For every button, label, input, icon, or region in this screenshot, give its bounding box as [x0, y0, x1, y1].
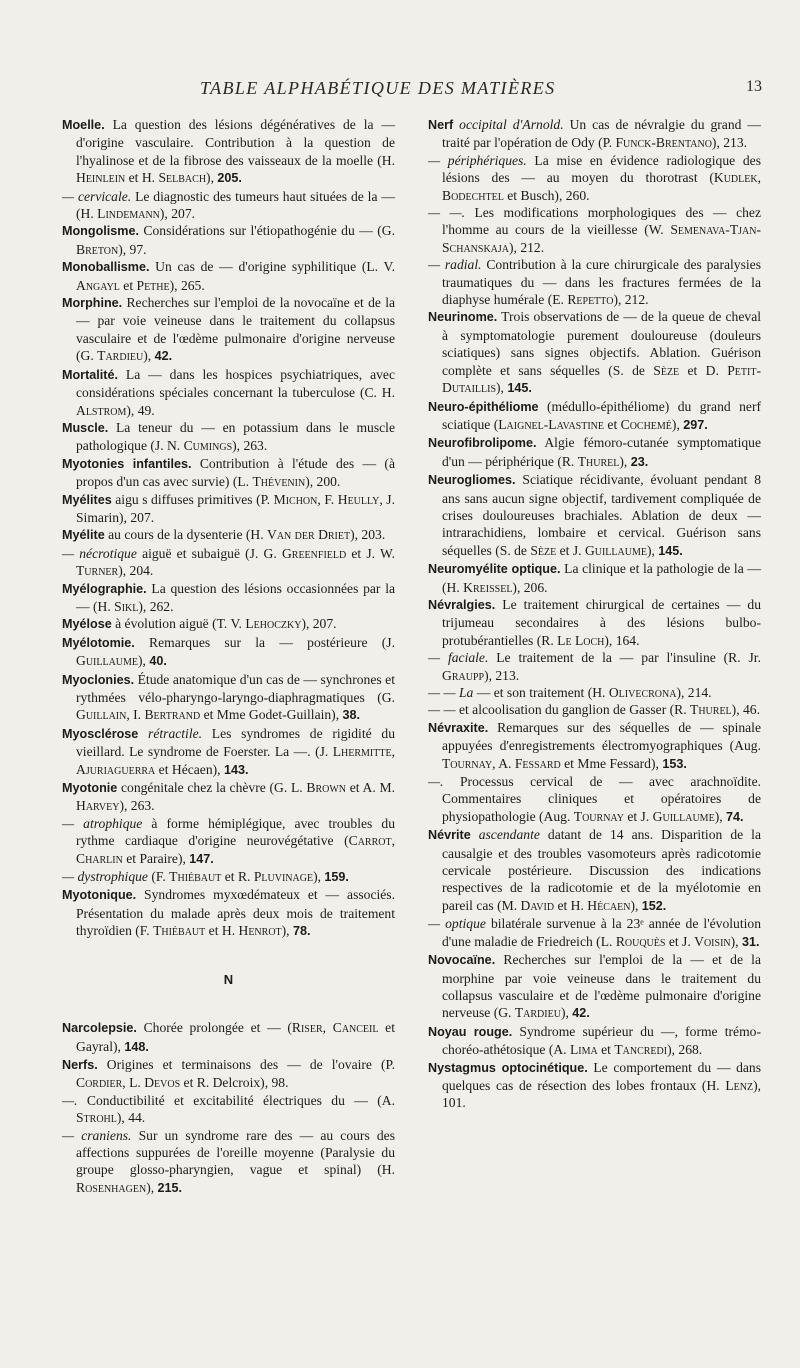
entry-author: Le Loch [557, 632, 605, 648]
entry-text: Recherches sur l'emploi de la — et de la morphine par voie veineuse dans le traitement du collapsus vasculaire et de l'œdème pulmonaire d'origine nerveuse (G. [442, 952, 761, 1021]
entry-text: , F. [317, 491, 338, 507]
entry-headword: Neurofibrolipome. [428, 436, 537, 451]
entry-headword: Myélose [62, 617, 112, 632]
entry-text: ), 263. [119, 798, 155, 814]
entry-text: ), 164. [604, 632, 640, 648]
entry-headword: Nerf [428, 118, 454, 132]
entry-author: Guillaume [76, 653, 139, 669]
entry-subheading: occipital d'Arnold. [453, 117, 564, 132]
entry-author: Bodechtel [442, 187, 504, 203]
index-entry [428, 471, 761, 560]
index-entry [62, 526, 395, 544]
entry-headword: Myotonie [62, 781, 118, 796]
entry-author: Lindemann [97, 206, 160, 222]
entry-headword: Myélographie. [62, 581, 147, 596]
entry-text: (F. [147, 869, 170, 885]
entry-author: Brown [306, 780, 347, 796]
entry-author: Guillaume [584, 542, 647, 558]
entry-page-ref: 215. [157, 1180, 183, 1195]
entry-author: Heinlein [76, 170, 126, 186]
entry-headword: Neurinome. [428, 310, 498, 325]
entry-text: ), 212. [509, 239, 545, 255]
page-number: 13 [746, 78, 762, 95]
index-entry [428, 915, 761, 951]
entry-text: La mise en évidence radiologique des lésions des — au moyen du thorotrast ( [442, 152, 761, 186]
index-entry [428, 826, 761, 915]
entry-text: Sur un syndrome rare des — au cours des affections suppurées de l'oreille moyenne (Paralysie du groupe glosso-pharyngien, vague et spinal) (H. [76, 1127, 396, 1178]
index-entry [428, 116, 761, 152]
entry-headword: Névrite [428, 828, 471, 843]
entry-text: et Mme Fessard), [560, 755, 663, 771]
entry-text: Trois observations de — de la queue de cheval à symptomatologie purement douloureuse (douleurs sciatiques) sans signes objectifs. Ablation. Guérison complète et sans séquelles (S. de [442, 309, 761, 378]
index-entry [62, 868, 395, 886]
entry-text: ), 212. [613, 292, 649, 308]
right-column [428, 116, 761, 1112]
entry-subheading: — — La [428, 685, 474, 700]
entry-text: Un cas de névralgie du grand — traité par l'opération de Ody (P. [442, 117, 761, 151]
entry-headword: Myotonique. [62, 888, 137, 903]
entry-subheading: — dystrophique [62, 869, 148, 885]
index-entry [62, 634, 395, 671]
entry-author: Laignel-Lavastine [498, 416, 605, 432]
entry-author: Charlin [76, 850, 123, 866]
entry-text: Le comportement du — dans quelques cas de résection des lobes frontaux (H. [442, 1059, 761, 1093]
entry-author: Lenz [725, 1077, 754, 1093]
entry-author: Pluvinage [253, 869, 314, 885]
entry-text: Considérations sur l'étiopathogénie du — (G. [138, 223, 395, 239]
entry-text: au cours de la dysenterie (H. [104, 527, 268, 543]
entry-text: et [119, 277, 137, 293]
entry-text: ), 44. [116, 1110, 146, 1126]
entry-subheading: — cervicale. [62, 188, 132, 204]
index-entry [62, 725, 395, 779]
entry-text: et H. [554, 897, 588, 913]
entry-author: Henrot [238, 923, 282, 939]
entry-author: Thévenin [252, 474, 306, 490]
entry-text: et Busch), 260. [503, 187, 590, 203]
entry-author: Lima [569, 1042, 598, 1058]
entry-text: , A. [492, 755, 515, 771]
index-entry [62, 671, 395, 725]
entry-author: Thurel [577, 453, 620, 469]
entry-text: aiguë et subaiguë (J. G. [136, 545, 282, 561]
entry-subheading: — optique [428, 916, 486, 932]
entry-author: Repetto [567, 292, 614, 308]
entry-text: ), 204. [118, 563, 154, 579]
index-entry [62, 1019, 395, 1056]
entry-author: Kreissel [463, 579, 513, 595]
entry-text: , [391, 833, 395, 849]
entry-text: Les modifications morphologiques des — chez l'homme au cours de la vieillesse (W. [442, 205, 761, 238]
entry-headword: Morphine. [62, 296, 123, 311]
entry-author: Tancredi [614, 1042, 668, 1058]
entry-author: Rosenhagen [76, 1179, 147, 1195]
entry-text: et Gayral), [76, 1020, 395, 1054]
left-column [62, 116, 395, 1197]
index-entry [62, 886, 395, 940]
entry-text: ), 206. [512, 579, 548, 595]
entry-page-ref: 40. [149, 654, 167, 669]
entry-author: Guillain [76, 707, 127, 723]
entry-text: ), 203. [350, 527, 386, 543]
index-entry [62, 294, 395, 366]
index-entry [62, 580, 395, 616]
entry-page-ref: 145. [507, 381, 532, 396]
entry-author: Graupp [442, 667, 485, 683]
entry-author: Angayl [76, 277, 120, 293]
right-entries [428, 116, 761, 1112]
entry-author: Sèze [530, 542, 557, 558]
entry-author: Heully [337, 491, 380, 507]
entry-headword: Neuromyélite optique. [428, 562, 561, 577]
entry-text: ), 101. [442, 1077, 761, 1111]
entry-text: et J. [556, 542, 585, 558]
entry-text: Chorée prolongée et — ( [136, 1020, 292, 1036]
index-entry [62, 455, 395, 491]
entry-page-ref: 23. [630, 454, 649, 469]
entry-text: ), [730, 933, 742, 949]
index-entry [428, 308, 761, 397]
entry-headword: Myélites [62, 492, 112, 507]
entry-author: Thiébaut [153, 923, 206, 939]
entry-author: Tournay [573, 808, 624, 824]
entry-page-ref: 74. [726, 809, 744, 824]
entry-subheading: —. [62, 1092, 78, 1108]
entry-page-ref: 78. [292, 924, 311, 939]
index-entry [428, 649, 761, 684]
entry-author: Thurel [690, 702, 732, 718]
entry-text: ), 262. [138, 598, 174, 614]
entry-author: Tournay [442, 755, 493, 771]
index-entry [62, 615, 395, 633]
entry-text: et [604, 416, 621, 432]
entry-headword: Mortalité. [62, 367, 118, 382]
index-entry [428, 596, 761, 649]
entry-author: Riser [291, 1020, 323, 1036]
entry-author: Van der Driet [267, 527, 351, 543]
entry-headword: Myosclérose [62, 726, 139, 741]
entry-page-ref: 159. [324, 870, 349, 885]
index-entry [62, 366, 395, 419]
entry-author: Michon [273, 491, 318, 507]
entry-text: , I. [126, 707, 145, 723]
entry-text: Processus cervical de — avec arachnoïdite. Commentaires cliniques et opératoires de physiopathologie (Aug. [442, 774, 761, 824]
entry-text: ), 97. [118, 241, 147, 257]
entry-headword: Neurogliomes. [428, 473, 516, 488]
entry-author: Harvey [76, 798, 120, 814]
entry-text: Sciatique récidivante, évoluant pendant 8 ans sans aucun signe objectif, tardivement compliquée de crises douloureuses brachiales. Ablation de deux — intrarachidiens, lombaire et cervical. Guérison sans séquelles (S. de [442, 472, 761, 558]
entry-text: , [322, 1020, 333, 1036]
entry-text: ), 214. [676, 685, 712, 700]
entry-author: Guillaume [652, 808, 715, 824]
entry-text: ), 268. [667, 1042, 703, 1058]
index-entry [428, 560, 761, 596]
entry-text: et A. M. [346, 780, 395, 796]
entry-author: Carrot [348, 833, 392, 849]
entry-text: et Paraire), [122, 850, 190, 866]
entry-text: Un cas de — d'origine syphilitique (L. V. [149, 259, 395, 275]
left-entries-m [62, 116, 395, 941]
entry-headword: Myélite [62, 528, 105, 543]
entry-text: ), 207. [301, 616, 337, 632]
entry-text: ), [138, 653, 150, 669]
entry-author: Sikl [114, 598, 139, 614]
entry-text: ), [714, 808, 727, 824]
entry-headword: Monoballisme. [62, 260, 150, 275]
entry-page-ref: 152. [641, 898, 667, 913]
entry-page-ref: 145. [658, 543, 683, 558]
entry-text: ), 263. [232, 438, 268, 454]
entry-author: Tardieu [514, 1005, 561, 1021]
entry-author: Selbach [158, 170, 207, 186]
entry-author: Alstrom [76, 402, 127, 418]
entry-author: Strohl [76, 1110, 117, 1126]
entry-text: ), [671, 416, 684, 432]
entry-author: Cordier [76, 1075, 123, 1091]
entry-author: Devos [144, 1075, 181, 1091]
entry-page-ref: 153. [662, 756, 687, 771]
entry-author: Turner [76, 563, 119, 579]
index-entry [428, 152, 761, 204]
entry-headword: Névralgies. [428, 597, 496, 612]
index-entry [62, 188, 395, 223]
entry-subheading: rétractile. [138, 725, 203, 741]
entry-text: , [391, 744, 395, 760]
entry-text: ), 49. [126, 402, 155, 418]
index-entry [428, 951, 761, 1023]
entry-text: aigu s diffuses primitives (P. [111, 491, 274, 507]
entry-text: La teneur du — en potassium dans le muscle pathologique (J. N. [76, 419, 395, 454]
entry-text: ), 207. [159, 206, 196, 222]
entry-headword: Nerfs. [62, 1057, 98, 1072]
entry-text: La question des lésions occasionnées par la — (H. [76, 580, 395, 614]
entry-text: et H. [205, 923, 239, 939]
left-entries-n [62, 1019, 395, 1197]
entry-author: Kudlek [713, 170, 758, 186]
index-entry [62, 1056, 395, 1092]
entry-text: et D. [679, 362, 728, 378]
entry-text: et Hécaen), [155, 761, 224, 777]
entry-text: Recherches sur l'emploi de la novocaïne et de la — par voie veineuse dans le traitement du collapsus vasculaire et de l'œdème pulmonaire d'origine nerveuse (G. [76, 295, 395, 364]
index-entry [428, 719, 761, 773]
index-entry [428, 204, 761, 256]
entry-headword: Noyau rouge. [428, 1024, 513, 1039]
entry-author: Hécaen [587, 897, 631, 913]
entry-author: Lhermitte [332, 744, 392, 760]
entry-text: Le diagnostic des tumeurs haut situées de la — (H. [76, 188, 395, 222]
entry-text: — et son traitement (H. [473, 685, 609, 700]
entry-subheading: — nécrotique [62, 545, 137, 561]
index-entry [62, 491, 395, 527]
entry-text: La — dans les hospices psychiatriques, avec considérations spéciales concernant la tuberculose (C. H. [76, 366, 395, 401]
index-entry [62, 222, 395, 258]
entry-page-ref: 42. [572, 1006, 590, 1021]
entry-headword: Neuro-épithéliome [428, 399, 539, 414]
entry-text: et [597, 1042, 615, 1058]
entry-headword: Myélotomie. [62, 635, 135, 650]
entry-text: et alcoolisation du ganglion de Gasser (R. [455, 702, 691, 718]
entry-text: congénitale chez la chèvre (G. L. [117, 780, 307, 796]
entry-subheading: — périphériques. [428, 152, 527, 168]
entry-page-ref: 143. [223, 762, 249, 777]
entry-text: ), [630, 897, 642, 913]
entry-text: ), 213. [484, 667, 520, 683]
index-entry [62, 258, 395, 294]
entry-headword: Novocaïne. [428, 953, 496, 968]
entry-text: ), [281, 923, 293, 939]
index-entry [62, 419, 395, 455]
entry-author: Rouquès [615, 933, 666, 949]
entry-text: et J. W. [346, 545, 395, 561]
entry-text: et R. [221, 869, 254, 885]
entry-text: et J. [623, 808, 653, 824]
entry-subheading: — atrophique [62, 815, 143, 831]
entry-subheading: —. [428, 774, 444, 790]
index-entry [428, 773, 761, 826]
entry-page-ref: 205. [217, 171, 242, 186]
index-entry [62, 815, 395, 868]
entry-text: et R. Delcroix), 98. [180, 1075, 289, 1091]
entry-subheading: ascendante [470, 827, 540, 843]
entry-subheading: — radial. [428, 257, 482, 273]
entry-text: Les syndromes de rigidité du vieillard. Le syndrome de Foerster. La —. (J. [76, 725, 395, 760]
entry-text: La clinique et la pathologie de la — (H. [442, 561, 761, 595]
entry-text: Origines et terminaisons des — de l'ovaire (P. [97, 1056, 395, 1072]
entry-subheading: — craniens. [62, 1127, 132, 1143]
entry-headword: Nystagmus optocinétique. [428, 1060, 588, 1075]
entry-page-ref: 297. [683, 417, 708, 432]
entry-headword: Moelle. [62, 118, 105, 132]
entry-author: Sèze [653, 362, 680, 378]
entry-text: Étude anatomique d'un cas de — synchrones et rythmées vélo-pharyngo-laryngo-diaphragmatiques (G. [76, 671, 395, 705]
index-entry [428, 398, 761, 435]
index-entry [428, 684, 761, 701]
entry-author: Funck-Brentano [615, 135, 712, 151]
entry-text: La question des lésions dégénératives de la — d'origine vasculaire. Contribution à la question de l'hyalinose et de la fibrose des vaisseaux de la moelle (H. [76, 117, 395, 168]
entry-author: Cochemé [620, 416, 672, 432]
entry-text: ), [146, 1179, 158, 1195]
entry-text: ), [206, 170, 218, 186]
entry-text: ), [143, 348, 155, 364]
entry-text: Syndrome supérieur du —, forme trémo-choréo-athétosique (A. [442, 1023, 761, 1058]
entry-author: Pethe [136, 277, 170, 293]
entry-headword: Névraxite. [428, 720, 489, 735]
entry-text: (médullo-épithéliome) du grand nerf sciatique ( [442, 398, 761, 432]
index-entry [428, 1023, 761, 1059]
index-entry [62, 779, 395, 815]
running-title: TABLE ALPHABÉTIQUE DES MATIÈRES [200, 78, 556, 98]
entry-author: Petit-Dutaillis [442, 362, 761, 396]
entry-author: Thiébaut [169, 869, 222, 885]
entry-text: ), 46. [731, 702, 760, 718]
index-entry [62, 545, 395, 580]
index-entry [428, 434, 761, 471]
entry-headword: Muscle. [62, 420, 109, 435]
entry-text: Le traitement chirurgical de certaines — du trijumeau secondaires à des lésions bulbo-protubérantielles (R. [442, 596, 761, 648]
entry-author: Olivecrona [608, 685, 677, 700]
entry-page-ref: 148. [124, 1039, 149, 1054]
entry-text: à évolution aiguë (T. V. [111, 616, 246, 632]
entry-author: Fessard [514, 755, 561, 771]
entry-author: Bertrand [144, 707, 201, 723]
entry-author: Semenava-Tjan-Schanskaja [442, 222, 761, 255]
entry-text: et Mme Godet-Guillain), [200, 707, 343, 723]
entry-text: Remarques sur des séquelles de — spinale appuyées d'enregistrements électromyographiques (Aug. [442, 719, 761, 754]
entry-text: ), [619, 453, 631, 469]
entry-text: Conductibilité et excitabilité électriques du — (A. [77, 1092, 395, 1108]
entry-subheading: — —. [428, 205, 466, 221]
entry-headword: Narcolepsie. [62, 1021, 137, 1036]
entry-text: , J. Simarin), 207. [76, 491, 395, 525]
section-letter: N [223, 971, 234, 987]
entry-text: et J. [665, 933, 695, 949]
entry-headword: Myotonies infantiles. [62, 456, 192, 471]
entry-text: ), [560, 1005, 573, 1021]
running-header [0, 78, 800, 102]
entry-headword: Mongolisme. [62, 224, 139, 239]
entry-author: Tardieu [97, 348, 144, 364]
entry-author: Ajuriaguerra [76, 761, 156, 777]
entry-subheading: — — [428, 702, 456, 718]
entry-text: Contribution à l'étude des — (à propos d'un cas avec survie) (L. [76, 455, 395, 490]
entry-text: Contribution à la cure chirurgicale des paralysies traumatiques du — dans les fractures fermées de la diaphyse humérale (E. [442, 257, 761, 308]
entry-text: ), 213. [711, 135, 748, 151]
entry-author: Canceil [332, 1020, 379, 1036]
entry-author: Lehoczky [245, 616, 302, 632]
entry-headword: Myoclonies. [62, 672, 135, 687]
index-entry [62, 1127, 395, 1198]
entry-author: Greenfield [281, 545, 347, 561]
entry-text: , L. [122, 1075, 145, 1091]
index-entry [428, 256, 761, 308]
index-entry [428, 701, 761, 718]
entry-text: Syndromes myxœdémateux et — associés. Présentation du malade après deux mois de traitement thyroïdien (F. [76, 887, 395, 939]
entry-text: Algie fémoro-cutanée symptomatique d'un — périphérique (R. [442, 435, 761, 469]
entry-page-ref: 31. [741, 934, 760, 949]
entry-text: Le traitement de la — par l'insuline (R. Jr. [488, 650, 761, 666]
entry-text: ), 200. [305, 474, 341, 490]
entry-text: ), [646, 542, 659, 558]
entry-text: ), [313, 869, 325, 885]
index-entry [428, 1059, 761, 1112]
index-entry [62, 116, 395, 188]
entry-author: Breton [76, 241, 119, 257]
entry-author: Voisin [694, 933, 731, 949]
entry-text: à forme hémiplégique, avec troubles du rythme cardiaque d'origine neurovégétative ( [76, 815, 395, 849]
entry-page-ref: 42. [154, 349, 173, 364]
entry-text: ), [496, 380, 508, 396]
entry-text: , [757, 170, 761, 186]
entry-page-ref: 38. [342, 708, 361, 723]
entry-subheading: — faciale. [428, 650, 489, 666]
entry-text: Remarques sur la — postérieure (J. [134, 634, 395, 650]
entry-text: bilatérale survenue à la 23ᵉ année de l'évolution d'une maladie de Friedreich (L. [442, 916, 761, 949]
entry-author: David [520, 897, 555, 913]
index-entry [62, 1092, 395, 1127]
entry-page-ref: 147. [189, 851, 214, 866]
entry-text: et H. [125, 170, 159, 186]
entry-author: Cumings [183, 438, 233, 454]
entry-text: ), 265. [169, 277, 205, 293]
entry-text: datant de 14 ans. Disparition de la causalgie et des troubles vasomoteurs après radicotomie cervicale postérieure. Discussion des indications respectives de la radicotomie et de la myélotomie en pareil cas (M. [442, 827, 761, 913]
